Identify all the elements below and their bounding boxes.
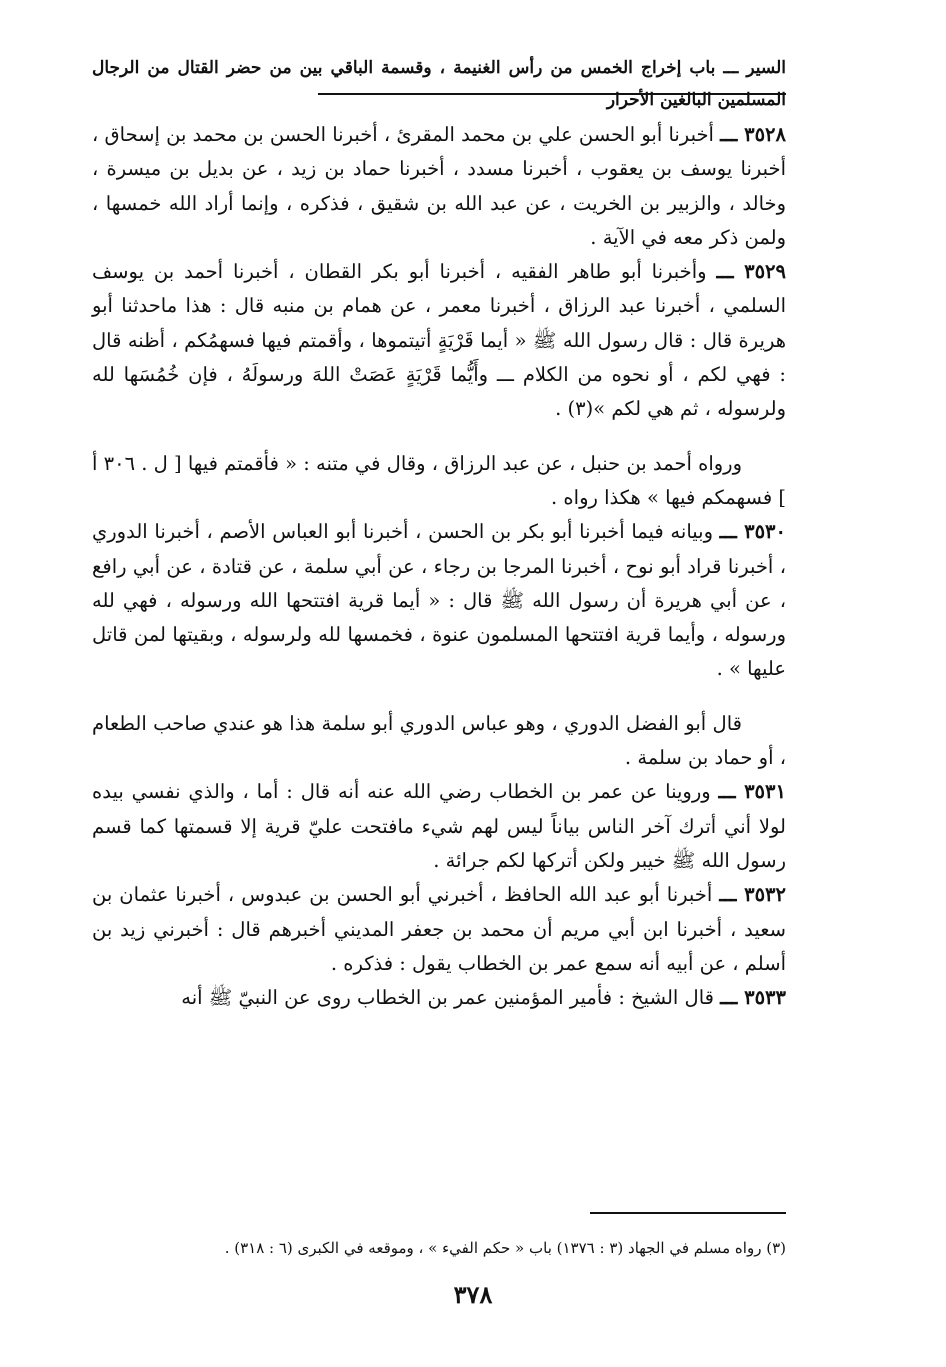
note-text: قال أبو الفضل الدوري ، وهو عباس الدوري أبو سلمة هذا هو عندي صاحب الطعام ، أو حماد بن سلمة . bbox=[92, 711, 786, 770]
footnote: (٣) رواه مسلم في الجهاد (٣ : ١٣٧٦) باب « حكم الفيء » ، وموقعه في الكبرى (٦ : ٣١٨) . bbox=[224, 1239, 786, 1257]
hadith-text: أخبرنا أبو الحسن علي بن محمد المقرئ ، أخبرنا الحسن بن محمد بن إسحاق ، أخبرنا يوسف بن يعقوب ، أخبرنا مسدد ، أخبرنا حماد بن زيد ، عن بديل بن ميسرة ، وخالد ، والزبير بن الخريت ، عن عبد الله بن شقيق ، فذكره ، وإنما أراد الله خمسها ، ولمن ذكر معه في الآية . bbox=[92, 123, 786, 249]
note-text: ورواه أحمد بن حنبل ، عن عبد الرزاق ، وقال في متنه : « فأقمتم فيها [ ل . ٣٠٦ أ ] فسهمكم فيها » هكذا رواه . bbox=[92, 451, 786, 509]
hadith-text: وبيانه فيما أخبرنا أبو بكر بن الحسن ، أخبرنا أبو العباس الأصم ، أخبرنا الدوري ، أخبرنا قراد أبو نوح ، أخبرنا المرجا بن رجاء ، عن أبي سلمة ، عن قتادة ، عن أبي رافع ، عن أبي هريرة أن رسول الله ﷺ قال : « أيما قرية افتتحها الله ورسوله ، فهي لله ورسوله ، وأيما قرية افتتحها المسلمون عنوة ، فخمسها لله ولرسوله ، وبقيتها لمن قاتل عليها » . bbox=[92, 520, 786, 681]
hadith-number: ٣٥٣١ ـــ bbox=[718, 780, 786, 804]
paragraph-3533 bbox=[92, 981, 786, 1015]
hadith-text: وأخبرنا أبو طاهر الفقيه ، أخبرنا أبو بكر القطان ، أخبرنا أحمد بن يوسف السلمي ، أخبرنا عبد الرزاق ، أخبرنا معمر ، عن همام بن منبه قال : هذا ماحدثنا أبو هريرة قال : قال رسول الله ﷺ « أيما قَرْيَةٍ أتيتموها ، وأقمتم فيها فسهمُكم ، أظنه قال : فهي لكم ، أو نحوه من الكلام ـــ وأَيُّما قَرْيَةٍ عَصَتْ اللهَ ورسولَهُ ، فإن خُمُسَها لله ولرسوله ، ثم هي لكم »(٣) . bbox=[92, 260, 786, 421]
hadith-number: ٣٥٣٠ ـــ bbox=[719, 520, 786, 544]
hadith-text: وروينا عن عمر بن الخطاب رضي الله عنه أنه قال : أما ، والذي نفسي بيده لولا أني أترك آخر الناس بياناً ليس لهم شيء مافتحت عليّ قرية إلا قسمتها كما قسم رسول الله ﷺ خيبر ولكن أتركها لكم جرائة . bbox=[92, 780, 786, 872]
hadith-number: ٣٥٣٣ ـــ bbox=[720, 986, 786, 1010]
hadith-number: ٣٥٢٨ ـــ bbox=[720, 123, 786, 146]
paragraph-3529 bbox=[92, 255, 786, 426]
hadith-number: ٣٥٢٩ ـــ bbox=[716, 260, 786, 284]
hadith-text: قال الشيخ : فأمير المؤمنين عمر بن الخطاب روى عن النبيّ ﷺ أنه bbox=[181, 986, 714, 1010]
paragraph-duri-note bbox=[92, 707, 786, 776]
paragraph-3532 bbox=[92, 878, 786, 981]
page-number: ٣٧٨ bbox=[453, 1280, 493, 1309]
hadith-text: أخبرنا أبو عبد الله الحافظ ، أخبرني أبو الحسن بن عبدوس ، أخبرنا عثمان بن سعيد ، أخبرنا ابن أبي مريم أن محمد بن جعفر المديني أخبرهم قال : أخبرني زيد بن أسلم ، عن أبيه أنه سمع عمر بن الخطاب يقول : فذكره . bbox=[92, 883, 786, 975]
running-header: السير ـــ باب إخراج الخمس من رأس الغنيمة ، وقسمة الباقي بين من حضر القتال من الرجال المسلمين البالغين الأحرار bbox=[92, 58, 786, 110]
paragraph-3530 bbox=[92, 515, 786, 686]
header-rule bbox=[318, 93, 786, 95]
page-body bbox=[92, 118, 786, 1015]
paragraph-ahmad-note bbox=[92, 447, 786, 516]
paragraph-3531 bbox=[92, 775, 786, 878]
paragraph-3528 bbox=[92, 118, 786, 255]
footnote-rule bbox=[590, 1212, 786, 1214]
hadith-number: ٣٥٣٢ ـــ bbox=[719, 883, 786, 907]
